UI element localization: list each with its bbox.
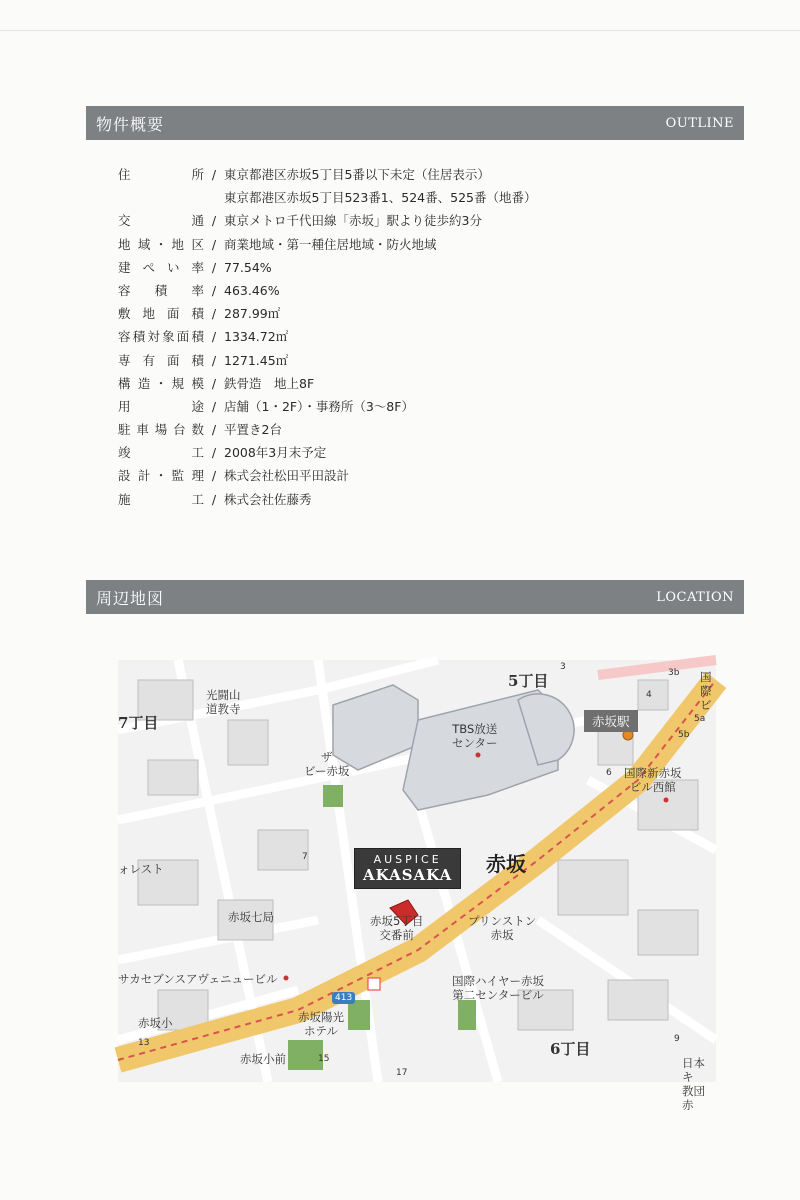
- spec-label-char: 域: [137, 236, 151, 252]
- spec-label: [118, 302, 204, 325]
- spec-value: 463.46%: [224, 282, 280, 298]
- num-3: 3: [560, 662, 566, 672]
- num-15: 15: [318, 1054, 330, 1064]
- label-school: 赤坂小: [138, 1016, 173, 1030]
- spec-label: [118, 349, 204, 372]
- outline-subtitle: OUTLINE: [665, 115, 734, 131]
- spec-label: [118, 325, 204, 348]
- spec-label-char: 所: [191, 167, 204, 182]
- area-map: [118, 660, 716, 1112]
- location-subtitle: LOCATION: [656, 589, 734, 605]
- spec-label: [118, 163, 204, 186]
- spec-label-char: 監: [171, 468, 185, 484]
- num-6: 6: [606, 768, 612, 778]
- num-3b: 3b: [668, 668, 680, 678]
- spec-separator: /: [211, 329, 217, 345]
- spec-label-char: 駐: [118, 422, 131, 438]
- spec-label: [118, 372, 204, 395]
- spec-separator: /: [211, 213, 217, 229]
- spec-label: [118, 441, 204, 464]
- spec-label: [118, 464, 204, 487]
- spec-separator: /: [211, 167, 217, 182]
- spec-separator: /: [211, 306, 217, 322]
- label-forest: ォレスト: [118, 862, 164, 876]
- spec-label-char: 施: [118, 491, 131, 507]
- spec-separator: /: [211, 236, 217, 252]
- spec-separator: /: [211, 491, 217, 507]
- label-temple: 光闘山 道教寺: [206, 688, 241, 716]
- property-brand: AUSPICE: [373, 853, 442, 866]
- spec-row: [118, 209, 536, 232]
- label-kokusai-hire: 国際ハイヤー赤坂 第二センタービル: [452, 974, 544, 1002]
- spec-label-char: 地: [171, 236, 185, 252]
- num-5b: 5b: [678, 730, 690, 740]
- route-badge: 413: [332, 992, 355, 1004]
- spec-label-char: 地: [142, 306, 155, 322]
- spec-separator: /: [211, 422, 217, 438]
- spec-value: 株式会社松田平田設計: [224, 468, 350, 484]
- location-title: 周辺地図: [96, 588, 165, 608]
- page-edge: [0, 30, 800, 31]
- spec-value: 東京メトロ千代田線「赤坂」駅より徒歩約3分: [224, 213, 482, 229]
- spec-label-char: 敷: [118, 306, 131, 322]
- station-label: 赤坂駅: [584, 710, 638, 732]
- spec-row: [118, 302, 536, 325]
- num-5a: 5a: [694, 714, 706, 724]
- spec-label-char: 区: [191, 236, 204, 252]
- label-7chome: 7丁目: [118, 714, 159, 732]
- spec-label-char: 積: [191, 352, 204, 368]
- spec-value: 287.99㎡: [224, 306, 281, 322]
- label-akasaka: 赤坂: [486, 852, 526, 876]
- spec-label-char: ぺ: [142, 259, 155, 275]
- spec-label-char: 積: [154, 282, 168, 298]
- spec-row: [118, 233, 536, 256]
- spec-label: [118, 395, 204, 418]
- label-prince: プリンストン 赤坂: [468, 914, 537, 942]
- outline-header: [86, 106, 744, 140]
- spec-label-char: ･: [157, 236, 165, 252]
- label-seven-avenue: サカセブンスアヴェニュービル: [118, 972, 278, 986]
- spec-label-char: 積: [191, 329, 204, 345]
- spec-label-char: 計: [137, 468, 151, 484]
- spec-label-char: 地: [118, 236, 131, 252]
- spec-label: [118, 209, 204, 232]
- spec-label-char: 有: [142, 352, 155, 368]
- spec-label-char: 車: [136, 422, 149, 438]
- label-nihon: 日本キ 教団赤: [682, 1056, 705, 1112]
- spec-label-char: 場: [154, 422, 168, 438]
- spec-value: 平置き2台: [224, 422, 282, 438]
- property-label: [354, 848, 461, 889]
- spec-label-char: 規: [171, 375, 185, 391]
- spec-row: [118, 325, 536, 348]
- spec-row: [118, 418, 536, 441]
- spec-label-char: 工: [191, 445, 204, 461]
- spec-value: 1271.45㎡: [224, 352, 289, 368]
- spec-label-char: 工: [191, 491, 204, 507]
- num-7: 7: [302, 852, 308, 862]
- num-9: 9: [674, 1034, 680, 1044]
- spec-label-char: 率: [191, 259, 204, 275]
- spec-label-char: 模: [191, 375, 204, 391]
- spec-separator: /: [211, 398, 217, 414]
- spec-value: 株式会社佐藤秀: [224, 491, 312, 507]
- spec-label-char: 住: [118, 167, 131, 182]
- spec-row: [118, 163, 536, 209]
- spec-label-char: 途: [191, 398, 204, 414]
- spec-label-char: 台: [173, 422, 186, 438]
- spec-label: [118, 418, 204, 441]
- spec-label-char: 数: [191, 422, 204, 438]
- spec-separator: /: [211, 375, 217, 391]
- spec-value: 東京都港区赤坂5丁目5番以下未定（住居表示） 東京都港区赤坂5丁目523番1、524番、525番（地番）: [224, 167, 537, 206]
- spec-table: [118, 163, 536, 511]
- label-the-b: ザ ビー赤坂: [304, 750, 350, 778]
- spec-row: [118, 395, 536, 418]
- spec-label-char: 構: [118, 375, 131, 391]
- spec-label: [118, 233, 204, 256]
- spec-separator: /: [211, 259, 217, 275]
- spec-label-char: 専: [118, 352, 131, 368]
- spec-label-char: 建: [118, 259, 131, 275]
- spec-label-char: 容: [118, 282, 131, 298]
- num-4: 4: [646, 690, 652, 700]
- spec-row: [118, 372, 536, 395]
- spec-label-char: ･: [157, 468, 165, 484]
- label-yoko-hotel: 赤坂陽光 ホテル: [298, 1010, 344, 1038]
- label-school-stop: 赤坂小前: [240, 1052, 286, 1066]
- spec-label-char: 造: [137, 375, 151, 391]
- spec-label-char: 面: [176, 329, 190, 345]
- label-tbs: TBS放送 センター: [452, 722, 498, 750]
- spec-label-char: い: [166, 259, 180, 275]
- spec-label-char: 対: [147, 329, 160, 345]
- spec-value: 鉄骨造 地上8F: [224, 375, 315, 391]
- spec-row: [118, 488, 536, 511]
- num-17: 17: [396, 1068, 408, 1078]
- label-5chome: 5丁目: [508, 672, 549, 690]
- spec-value: 2008年3月末予定: [224, 445, 327, 461]
- label-6chome: 6丁目: [550, 1040, 591, 1058]
- spec-value: 店舗（1・2F）・事務所（3〜8F）: [224, 398, 414, 414]
- spec-label-char: 率: [191, 282, 204, 298]
- spec-label-char: 理: [191, 468, 204, 484]
- label-kokusai-shin: 国際新赤坂 ビル西館: [624, 766, 682, 794]
- spec-row: [118, 279, 536, 302]
- label-post-office: 赤坂七局: [228, 910, 274, 924]
- spec-label-char: ･: [157, 375, 165, 391]
- spec-label: [118, 279, 204, 302]
- spec-label-char: 竣: [118, 445, 131, 461]
- spec-separator: /: [211, 352, 217, 368]
- label-kokusai-edge: 国際 ビ: [700, 670, 712, 712]
- spec-value: 77.54%: [224, 259, 272, 275]
- spec-label: [118, 256, 204, 279]
- spec-row: [118, 349, 536, 372]
- spec-label-char: 象: [162, 329, 175, 345]
- spec-label-char: 容: [118, 329, 131, 345]
- spec-row: [118, 464, 536, 487]
- location-header: [86, 580, 744, 614]
- spec-separator: /: [211, 468, 217, 484]
- spec-row: [118, 256, 536, 279]
- spec-label-char: 設: [118, 468, 131, 484]
- spec-separator: /: [211, 445, 217, 461]
- spec-label-char: 通: [191, 213, 204, 229]
- num-13: 13: [138, 1038, 150, 1048]
- spec-label-char: 積: [132, 329, 146, 345]
- spec-label: [118, 488, 204, 511]
- spec-label-char: 交: [118, 213, 131, 229]
- property-name: AKASAKA: [363, 866, 453, 884]
- spec-value: 商業地域・第一種住居地域・防火地域: [224, 236, 437, 252]
- spec-label-char: 面: [166, 306, 180, 322]
- label-koban: 赤坂5丁目 交番前: [370, 914, 424, 942]
- spec-label-char: 用: [118, 398, 131, 414]
- spec-value: 1334.72㎡: [224, 329, 289, 345]
- spec-row: [118, 441, 536, 464]
- spec-label-char: 面: [166, 352, 180, 368]
- spec-separator: /: [211, 282, 217, 298]
- outline-title: 物件概要: [96, 114, 165, 134]
- spec-label-char: 積: [191, 306, 204, 322]
